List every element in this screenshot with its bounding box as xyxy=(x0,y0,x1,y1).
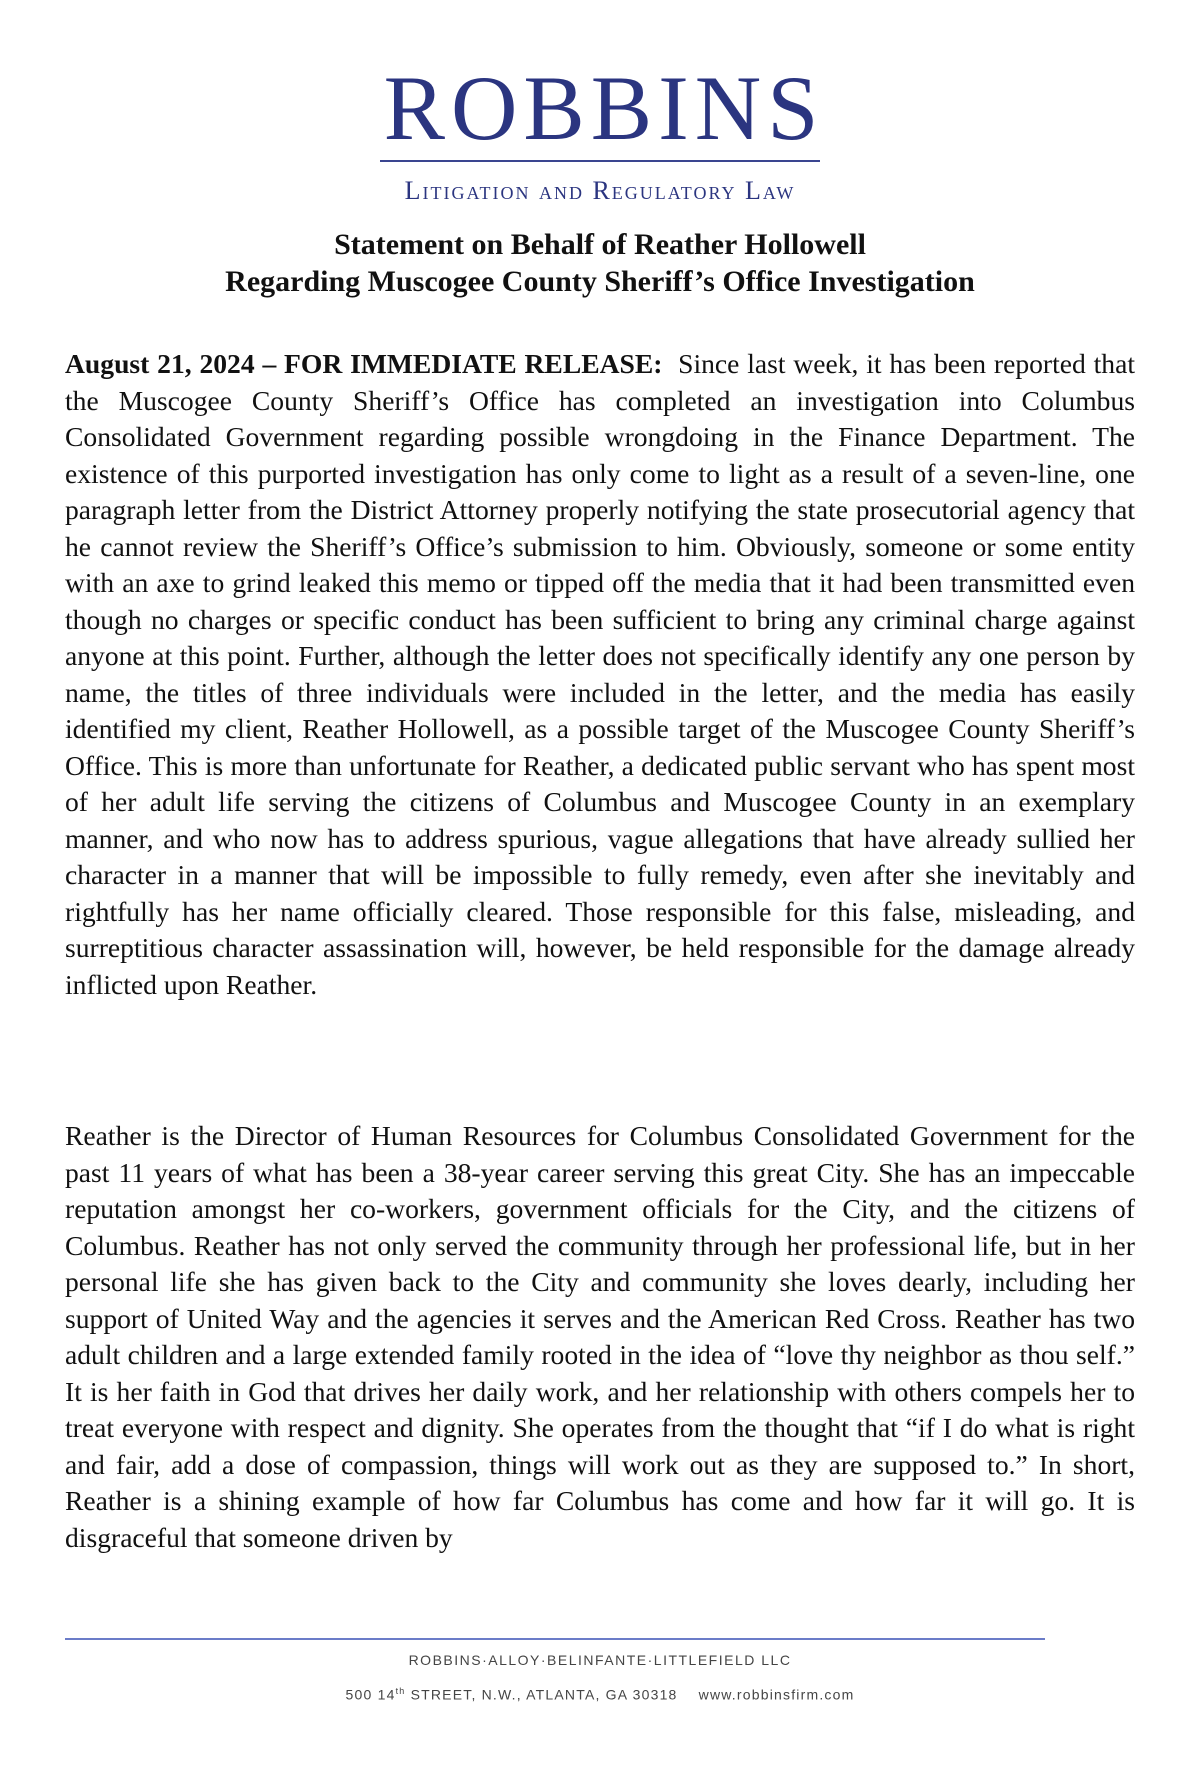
statement-title xyxy=(0,226,1200,300)
footer-website-link[interactable]: www.robbinsfirm.com xyxy=(698,1686,855,1703)
address-suffix: th xyxy=(395,1686,406,1696)
paragraph-1 xyxy=(65,346,1135,1003)
address-street: STREET, N.W., ATLANTA, GA 30318 xyxy=(410,1686,678,1703)
footer-rule xyxy=(65,1638,1045,1640)
firm-tagline: Litigation and Regulatory Law xyxy=(404,176,796,205)
letterhead xyxy=(0,57,1200,206)
title-line-2: Regarding Muscogee County Sheriff’s Office Investigation xyxy=(225,265,975,298)
title-line-1: Statement on Behalf of Reather Hollowell xyxy=(334,228,866,261)
address-number: 500 14 xyxy=(345,1686,396,1703)
paragraph-2-text: Reather is the Director of Human Resources for Columbus Consolidated Government for the past 11 years of what has been a 38-year career serving this great City. She has an impeccable reputation amongst her co-workers, government officials for the City, and the citizens of Columbus. Reather has not only served the community through her professional life, but in her personal life she has given back to the City and community she loves dearly, including her support of United Way and the agencies it serves and the American Red Cross. Reather has two adult children and a large extended family rooted in the idea of “love thy neighbor as thou self.” It is her faith in God that drives her daily work, and her relationship with others compels her to treat everyone with respect and dignity. She operates from the thought that “if I do what is right and fair, add a dose of compassion, things will work out as they are supposed to.” In short, Reather is a shining example of how far Columbus has come and how far it will go. It is disgraceful that someone driven by xyxy=(65,1120,1135,1553)
firm-logo: ROBBINS xyxy=(383,57,825,159)
footer-firm-name: ROBBINS·ALLOY·BELINFANTE·LITTLEFIELD LLC xyxy=(408,1652,792,1668)
footer-address xyxy=(0,1686,1200,1703)
logo-rule xyxy=(380,160,820,162)
paragraph-1-text: Since last week, it has been reported that the Muscogee County Sheriff’s Office has completed an investigation into Columbus Consolidated Government regarding possible wrongdoing in the Finance Department. The existence of this purported investigation has only come to light as a result of a seven-line, one paragraph letter from the District Attorney properly notifying the state prosecutorial agency that he cannot review the Sheriff’s Office’s submission to him. Obviously, someone or some entity with an axe to grind leaked this memo or tipped off the media that it had been transmitted even though no charges or specific conduct has been sufficient to bring any criminal charge against anyone at this point. Further, although the letter does not specifically identify any one person by name, the titles of three individuals were included in the letter, and the media has easily identified my client, Reather Hollowell, as a possible target of the Muscogee County Sheriff’s Office. This is more than unfortunate for Reather, a dedicated public servant who has spent most of her adult life serving the citizens of Columbus and Muscogee County in an exemplary manner, and who now has to address spurious, vague allegations that have already sullied her character in a manner that will be impossible to fully remedy, even after she inevitably and rightfully has her name officially cleared. Those responsible for this false, misleading, and surreptitious character assassination will, however, be held responsible for the damage already inflicted upon Reather. xyxy=(65,348,1135,1000)
release-dateline: August 21, 2024 – FOR IMMEDIATE RELEASE: xyxy=(65,348,663,379)
paragraph-2 xyxy=(65,1118,1135,1556)
